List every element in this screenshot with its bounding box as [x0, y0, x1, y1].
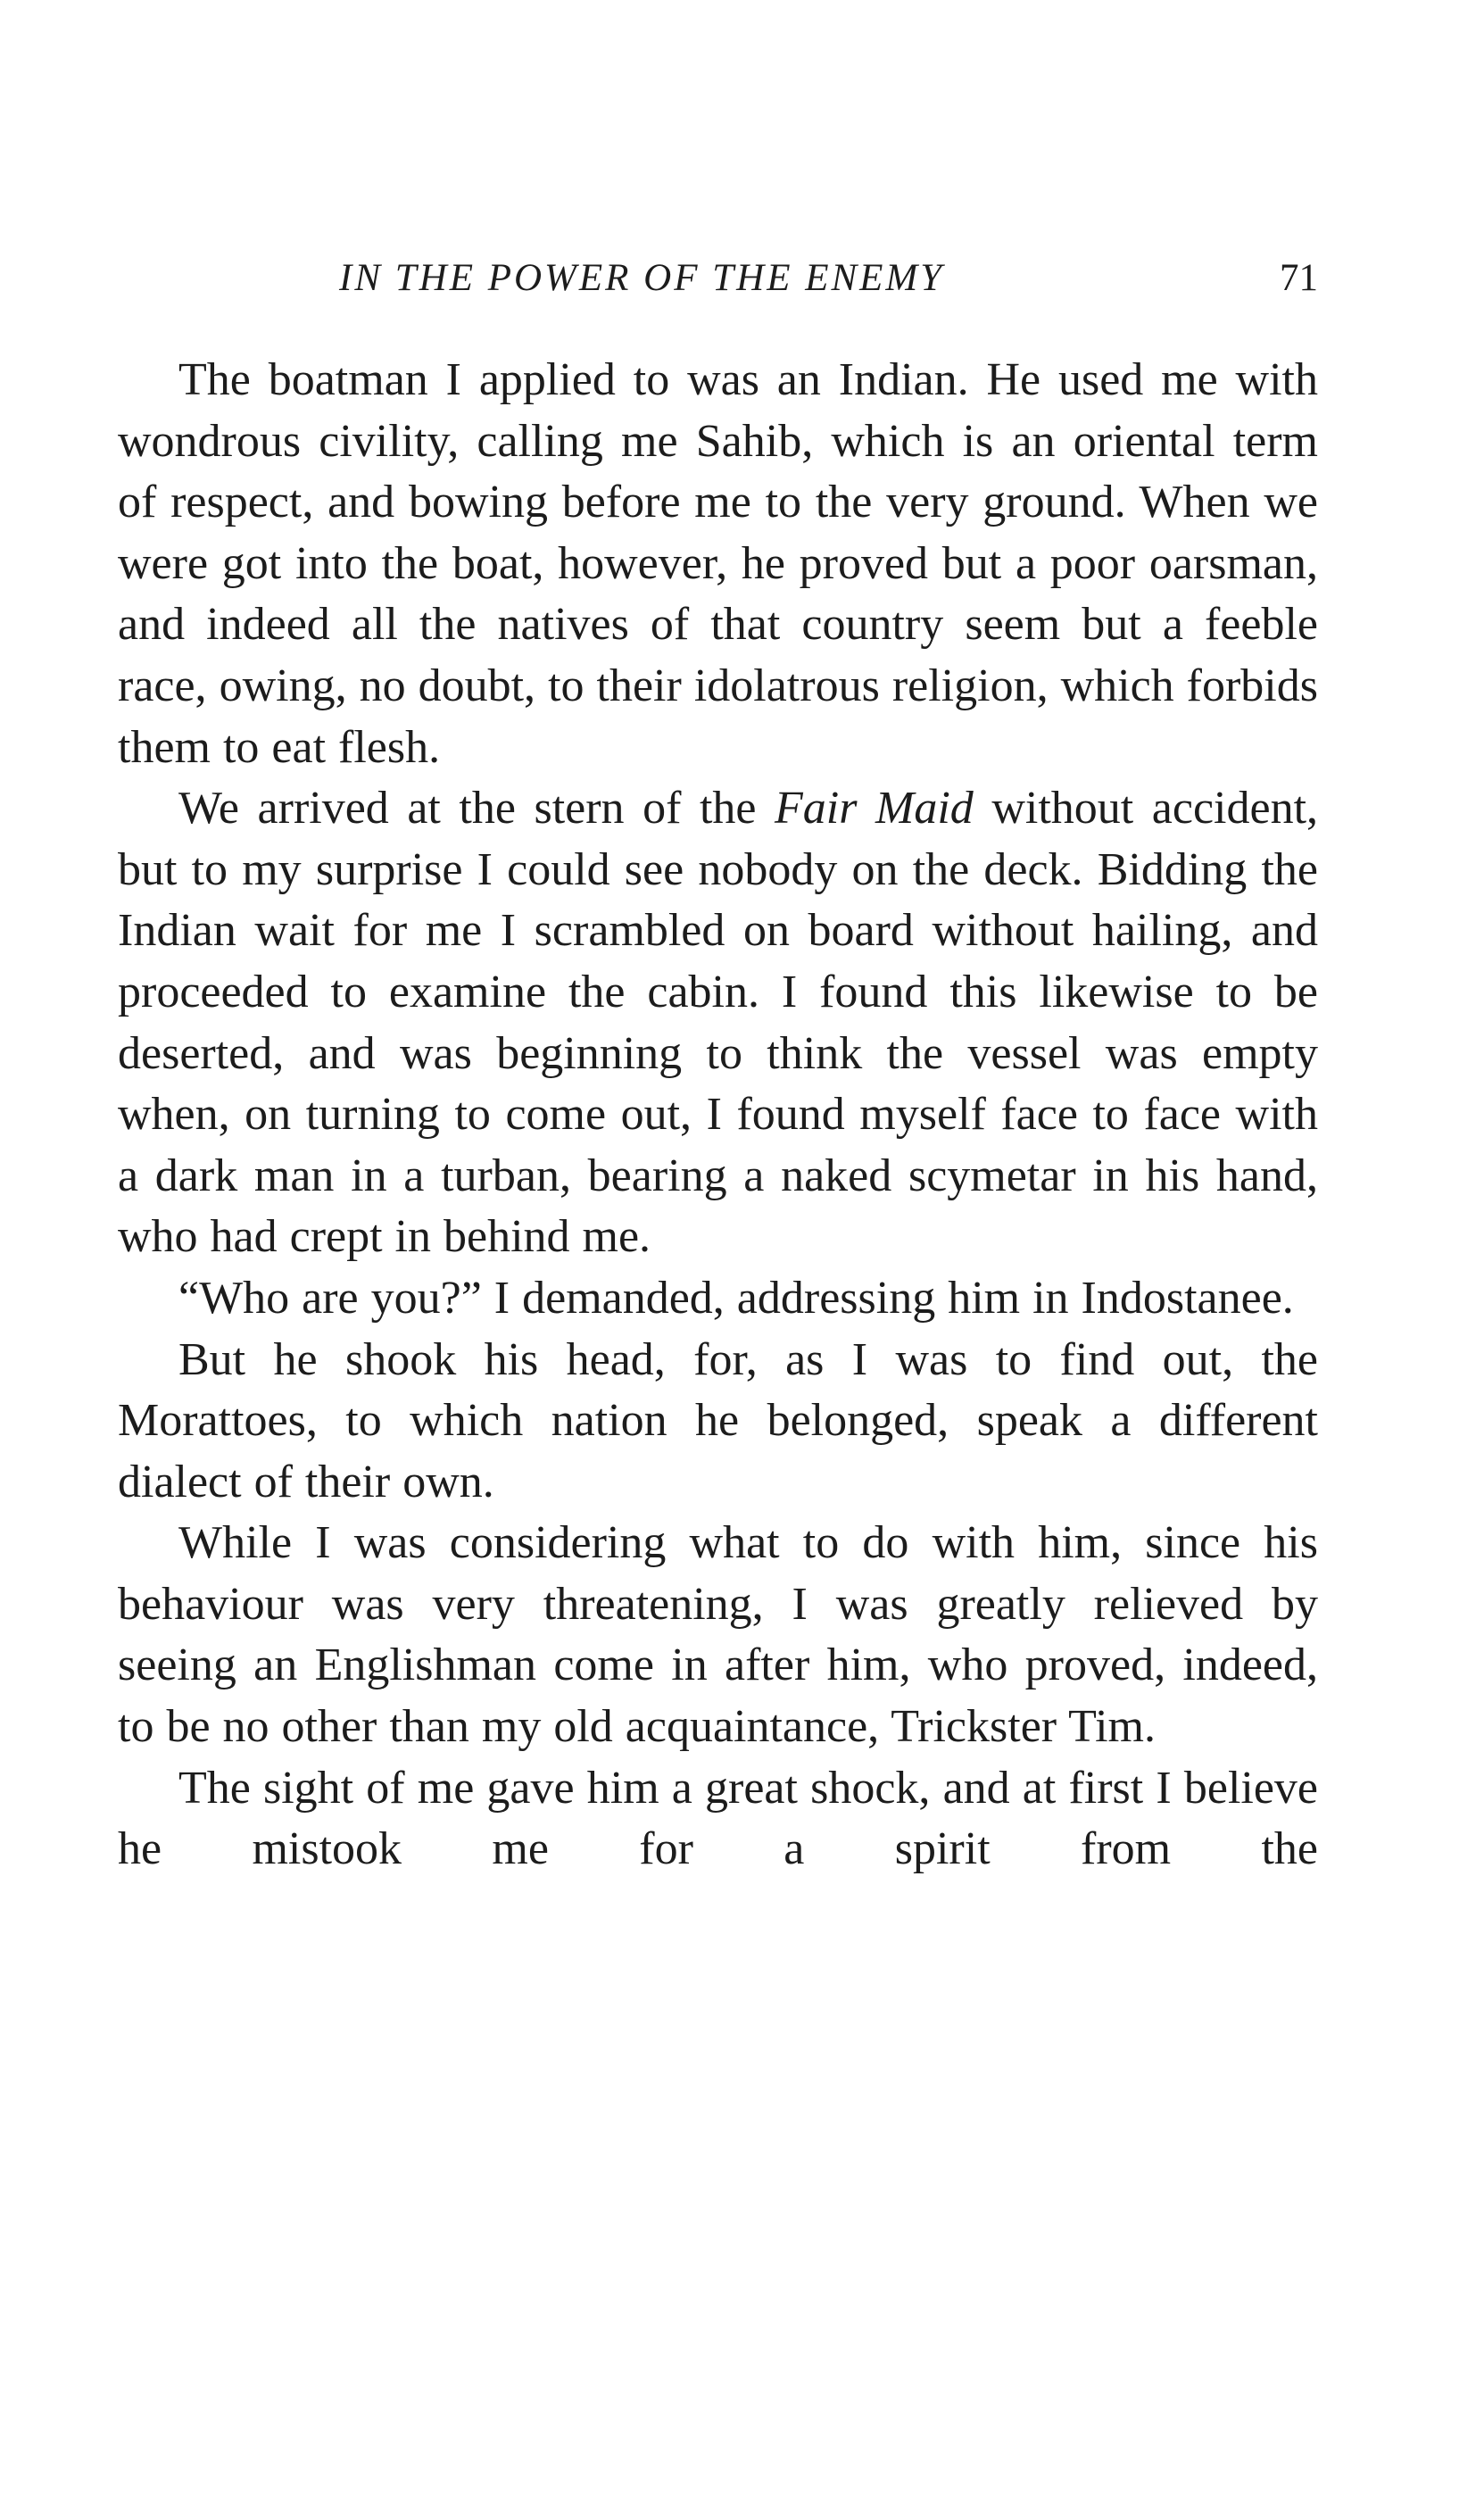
paragraph-6 [118, 1758, 1318, 1880]
paragraph-1-text: The boatman I applied to was an Indian. He used me with wondrous civility, calling me Sahib, which is an oriental term of respect, and bowing before me to the very ground. When we were got into the boat, however, he proved but a poor oarsman, and indeed all the natives of that country seem but a feeble race, owing, no doubt, to their idolatrous religion, which forbids them to eat flesh. [118, 354, 1318, 773]
page-number: 71 [1280, 257, 1318, 299]
paragraph-5-text: While I was considering what to do with him, since his behaviour was very threatening, I was greatly relieved by seeing an Englishman come in after him, who proved, indeed, to be no other than my old acquaintance, Trickster Tim. [118, 1517, 1318, 1753]
body-text [118, 350, 1318, 1880]
paragraph-6-text: The sight of me gave him a great shock, and at first I believe he mistook me for a spirit from the [118, 1762, 1318, 1875]
paragraph-2 [118, 778, 1318, 1268]
paragraph-3 [118, 1268, 1318, 1330]
paragraph-5 [118, 1513, 1318, 1757]
running-head [118, 252, 1318, 305]
paragraph-2-text-start: We arrived at the stern of the [178, 783, 775, 834]
paragraph-2-text-end: without accident, but to my surprise I could see nobody on the deck. Bidding the Indian wait for me I scrambled on board without hailing, and proceeded to examine the cabin. I found this likewise to be deserted, and was beginning to think the vessel was empty when, on turning to come out, I found myself face to face with a dark man in a turban, bearing a naked scymetar in his hand, who had crept in behind me. [118, 783, 1319, 1263]
running-title: IN THE POWER OF THE ENEMY [339, 257, 945, 299]
paragraph-1 [118, 350, 1318, 778]
ship-name: Fair Maid [775, 783, 974, 834]
paragraph-4 [118, 1330, 1318, 1514]
paragraph-3-text: “Who are you?” I demanded, addressing him in Indostanee. [178, 1272, 1294, 1324]
paragraph-4-text: But he shook his head, for, as I was to find out, the Morattoes, to which nation he belonged, speak a different dialect of their own. [118, 1333, 1318, 1507]
